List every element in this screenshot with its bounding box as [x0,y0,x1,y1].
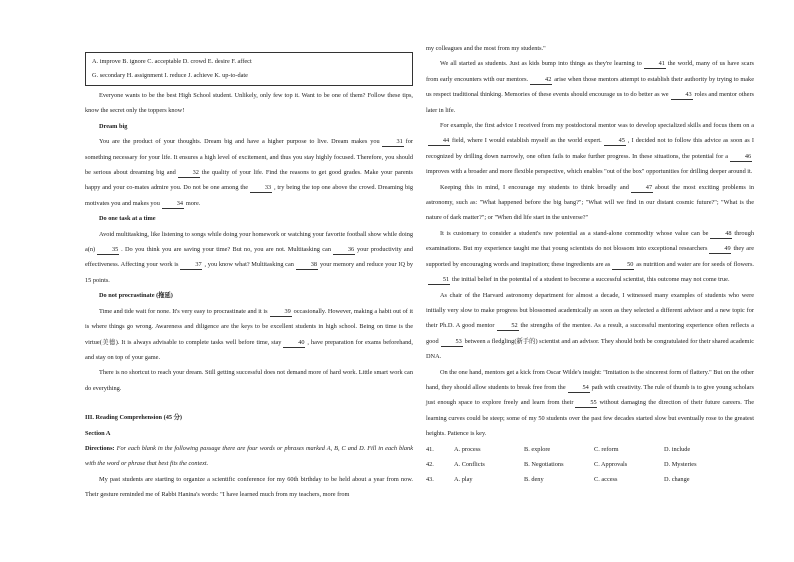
blank-46: 46 [730,152,752,162]
paragraph-conclusion: There is no shortcut to reach your dream. Still getting successful does not demand more of hard work. Little smart work can do everything. [85,369,413,392]
option-41-a[interactable]: A. process [454,445,481,453]
blank-53: 53 [441,337,463,347]
blank-44: 44 [428,136,450,146]
directions: Directions: For each blank in the following passage there are four words or phrases marked A, B, C and D. Fill in each blank with the word or phrase that best fits the context. [85,444,414,468]
blank-34: 34 [162,199,184,209]
option-42-a[interactable]: A. Conflicts [454,460,485,468]
options-list [426,442,754,488]
heading-procrastinate: Do not procrastinate (拖延) [99,292,173,300]
blank-49: 49 [709,244,731,254]
paragraph-imitation: On the one hand, mentors get a kick from Oscar Wilde's insight: "Imitation is the sincerest form of flattery." But on the other hand, they should allow students to break free from the 54 path with creativity. The rule of thumb is to give young scholars just enough space to explore freely and learn from their 55 without damaging the direction of their future careers. The learning curves could be steep; some of my 50 students over the past few decades started slow but eventually rose to the greatest heights. Patience is key. [426,368,754,438]
blank-50: 50 [612,260,634,270]
option-43-c[interactable]: C. access [594,476,618,484]
blank-41: 41 [644,59,666,69]
intro-paragraph: Everyone wants to be the best High School student. Unlikely, only few top it. Want to be one of them? Follow these tips, know the secret only the toppers know! [85,92,413,115]
blank-42: 42 [530,75,552,85]
paragraph-advice: For example, the first advice I received from my postdoctoral mentor was to develop specialized skills and focus them on a44 field, where I would establish myself as the world expert. 45 , I decided not to follow this advice as soon as I recognized by drilling down narrowly, one often fails to make further progress. In these situations, the potential for a 46improves with a broader and more flexible perspective, which enables "out of the box" opportunities for drilling deeper around it. [426,122,754,176]
word-bank-line-1: A. improve B. ignore C. acceptable D. crowd E. desire F. affect [92,58,252,65]
blank-31: 31 [382,137,404,147]
blank-32: 32 [178,168,200,178]
blank-36: 36 [333,245,355,255]
word-bank-line-2: G. secondary H. assignment I. reduce J. achieve K. up-to-date [92,72,248,79]
blank-38: 38 [296,260,318,270]
section-a-heading: Section A [85,429,111,437]
blank-54: 54 [568,383,590,393]
blank-43: 43 [671,90,693,100]
paragraph-think-broadly: Keeping this in mind, I encourage my students to think broadly and 47 about the most exciting problems in astronomy, such as: "What happened before the big bang?"; "What will we find in our distant cosmic future?"; "What is the nature of dark matter?"; or "When did life start in the universe?" [426,183,754,222]
blank-52: 52 [497,321,519,331]
blank-55: 55 [575,398,597,408]
option-42-d[interactable]: D. Mysteries [664,460,697,468]
blank-47: 47 [631,183,653,193]
paragraph-mentors: We all started as students. Just as kids bump into things as they're learning to 41 the world, many of us have scars from early encounters with our mentors. 42 arise when those mentors attempt to establish their authority by trying to make us respect traditional thinking. Memories of these events should encourage us to do better as we 43 roles and mentor others later in life. [426,60,755,114]
paragraph-potential: It is customary to consider a student's raw potential as a stand-alone commodity whose value can be 48 through examinations. But my experience taught me that young scientists do not blossom into exceptional researchers 49 they are supported by encouraging words and inspiration; these ingredients are as 50 as nutrition and water are for seeds of flowers.51 the initial belief in the potential of a student to become a successful scientist, this outcome may not come true. [426,229,754,284]
passage-opening: My past students are starting to organize a scientific conference for my 60th birthday to be held about a year from now. Their gesture reminded me of Rabbi Hanina's words: "I have learned much from my teachers, more from [85,475,413,499]
option-41-b[interactable]: B. explore [524,445,551,453]
blank-40: 40 [283,338,305,348]
option-43-a[interactable]: A. play [454,476,473,484]
paragraph-one-task: Avoid multitasking, like listening to songs while doing your homework or watching your favorite football show while doing a(n) 35 . Do you think you are saving your time? But no, you are not. Multitasking can 36 your productivity and effectiveness. Affecting your work is 37 , you know what? Multitasking can 38 your memory and reduce your IQ by 15 points. [85,230,414,284]
right-column [426,41,754,488]
option-42-c[interactable]: C. Approvals [594,460,628,468]
blank-48: 48 [710,229,732,239]
option-row-43: 43. A. play B. deny C. access D. change [426,472,754,487]
blank-33: 33 [250,183,272,193]
option-41-d[interactable]: D. include [664,445,691,453]
heading-one-task: Do one task at a time [99,215,156,223]
paragraph-harvard: As chair of the Harvard astronomy department for almost a decade, I witnessed many examples of students who were initially very slow to make progress but blossomed academically as soon as they selected a different advisor and a new topic for their Ph.D. A good mentor 52 the strengths of the mentee. As a result, a successful mentoring experience often reflects a good 53 between a fledgling(新手的) scientist and an advisor. They should both be congratulated for their shared academic DNA. [426,291,754,361]
option-row-41: 41. A. process B. explore C. reform D. include [426,442,754,457]
blank-37: 37 [180,260,202,270]
option-43-b[interactable]: B. deny [524,476,544,484]
blank-51: 51 [428,275,450,285]
blank-39: 39 [270,307,292,317]
option-43-d[interactable]: D. change [664,476,690,484]
left-column [85,52,413,503]
section-heading-reading: III. Reading Comprehension (45 分) [85,414,182,422]
option-row-42: 42. A. Conflicts B. Negotiations C. Approvals D. Mysteries [426,457,754,472]
blank-45: 45 [604,136,626,146]
option-42-b[interactable]: B. Negotiations [524,460,564,468]
heading-dream-big: Dream big [99,122,128,130]
word-bank-box [85,52,413,86]
passage-continued: my colleagues and the most from my students." [426,45,546,52]
blank-35: 35 [97,245,119,255]
option-41-c[interactable]: C. reform [594,445,619,453]
paragraph-procrastinate: Time and tide wait for none. It's very easy to procrastinate and it is 39 occasionally. However, making a habit out of it is where things go wrong. Awareness and diligence are the keys to be excellent students in high school. Being on time is the virtue(美德). It is always advisable to complete tasks well before time, stay 40 , have preparation for exams beforehand, and stay on top of your game. [85,307,414,361]
paragraph-dream-big: You are the product of your thoughts. Dream big and have a higher purpose to live. Dream makes you 31 for something necessary for your life. It ensures a high level of excitement, and thus you stay highly focused. Therefore, you should be serious about dreaming big and 32 the quality of your life. Find the reasons to get good grades. Make your parents happy and your co-mates admire you. Do not be one among the 33 , try being the top one above the crowd. Dreaming big motivates you and makes you 34 more. [85,138,413,207]
